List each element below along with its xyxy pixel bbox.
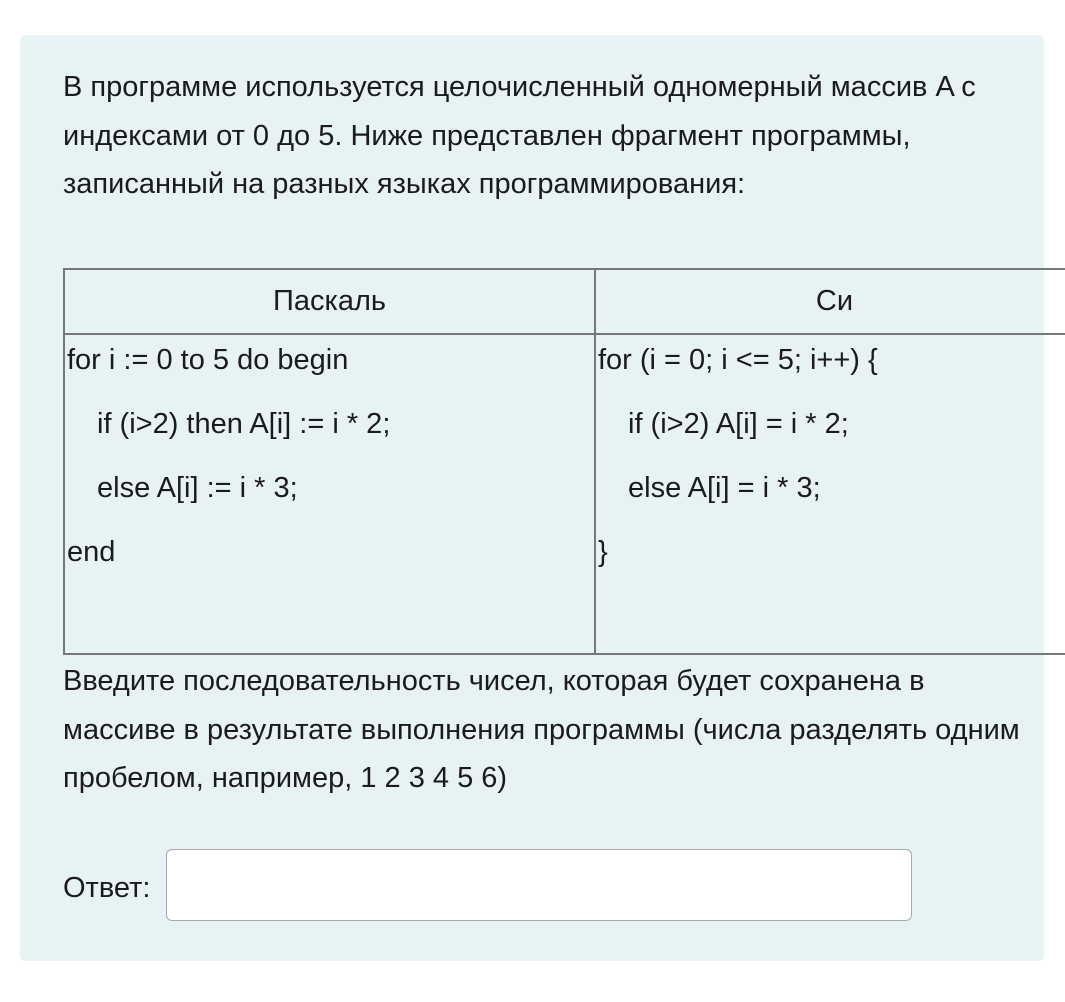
pascal-line-4: end xyxy=(67,536,116,568)
c-code-cell xyxy=(595,334,1065,654)
c-line-3: else A[i] = i * 3; xyxy=(628,472,821,504)
table-code-row xyxy=(64,334,1065,654)
answer-label: Ответ: xyxy=(63,872,151,904)
c-line-2: if (i>2) A[i] = i * 2; xyxy=(628,408,849,440)
c-line-4: } xyxy=(598,536,608,568)
question-text: В программе используется целочисленный одномерный массив A с индексами от 0 до 5. Ниже представлен фрагмент программы, записанный на разных языках программирования: xyxy=(63,71,976,200)
pascal-code-cell xyxy=(64,334,595,654)
code-table xyxy=(63,268,1065,655)
header-c: Си xyxy=(595,269,1065,334)
pascal-line-3: else A[i] := i * 3; xyxy=(97,472,298,504)
c-line-1: for (i = 0; i <= 5; i++) { xyxy=(598,344,878,376)
question-card xyxy=(20,35,1044,961)
pascal-line-1: for i := 0 to 5 do begin xyxy=(67,344,349,376)
answer-input[interactable] xyxy=(166,849,912,921)
pascal-line-2: if (i>2) then A[i] := i * 2; xyxy=(97,408,391,440)
header-pascal: Паскаль xyxy=(64,269,595,334)
instruction-text: Введите последовательность чисел, которая будет сохранена в массиве в результате выполнения программы (числа разделять одним пробелом, например, 1 2 3 4 5 6) xyxy=(63,665,1020,794)
table-header-row xyxy=(64,269,1065,334)
